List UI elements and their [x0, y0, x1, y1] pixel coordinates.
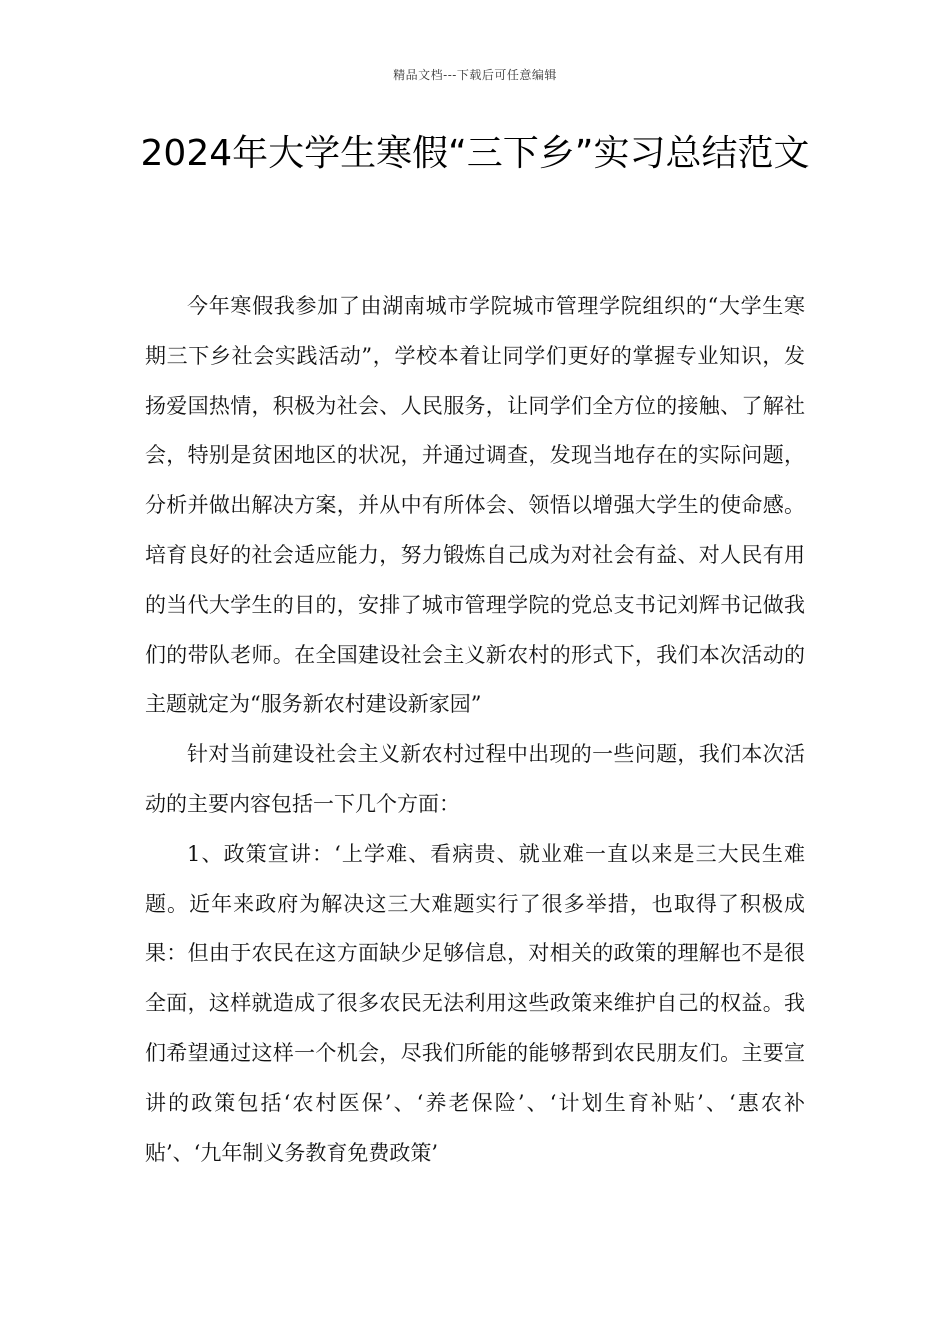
paragraph-policy-promotion: 1、政策宣讲：‘上学难、看病贵、就业难一直以来是三大民生难题。近年来政府为解决这三大难题实行了很多举措，也取得了积极成果：但由于农民在这方面缺少足够信息，对相关的政策的理解也不是很全面，这样就造成了很多农民无法利用这些政策来维护自己的权益。我们希望通过这样一个机会，尽我们所能的能够帮到农民朋友们。主要宣讲的政策包括‘农村医保’、‘养老保险’、‘计划生育补贴’、‘惠农补贴’、‘九年制义务教育免费政策’ — [145, 841, 805, 1165]
document-title: 2024年大学生寒假“三下乡”实习总结范文 — [140, 133, 810, 174]
paragraph-activity-content: 针对当前建设社会主义新农村过程中出现的一些问题，我们本次活动的主要内容包括一下几个方面： — [145, 742, 805, 816]
document-body — [145, 282, 805, 1178]
header-note: 精品文档---下载后可任意编辑 — [393, 68, 557, 82]
paragraph-intro: 今年寒假我参加了由湖南城市学院城市管理学院组织的“大学生寒期三下乡社会实践活动”，学校本着让同学们更好的掌握专业知识，发扬爱国热情，积极为社会、人民服务，让同学们全方位的接触、了解社会，特别是贫困地区的状况，并通过调查，发现当地存在的实际问题，分析并做出解决方案，并从中有所体会、领悟以增强大学生的使命感。培育良好的社会适应能力，努力锻炼自己成为对社会有益、对人民有用的当代大学生的目的，安排了城市管理学院的党总支书记刘辉书记做我们的带队老师。在全国建设社会主义新农村的形式下，我们本次活动的主题就定为“服务新农村建设新家园” — [145, 294, 805, 717]
